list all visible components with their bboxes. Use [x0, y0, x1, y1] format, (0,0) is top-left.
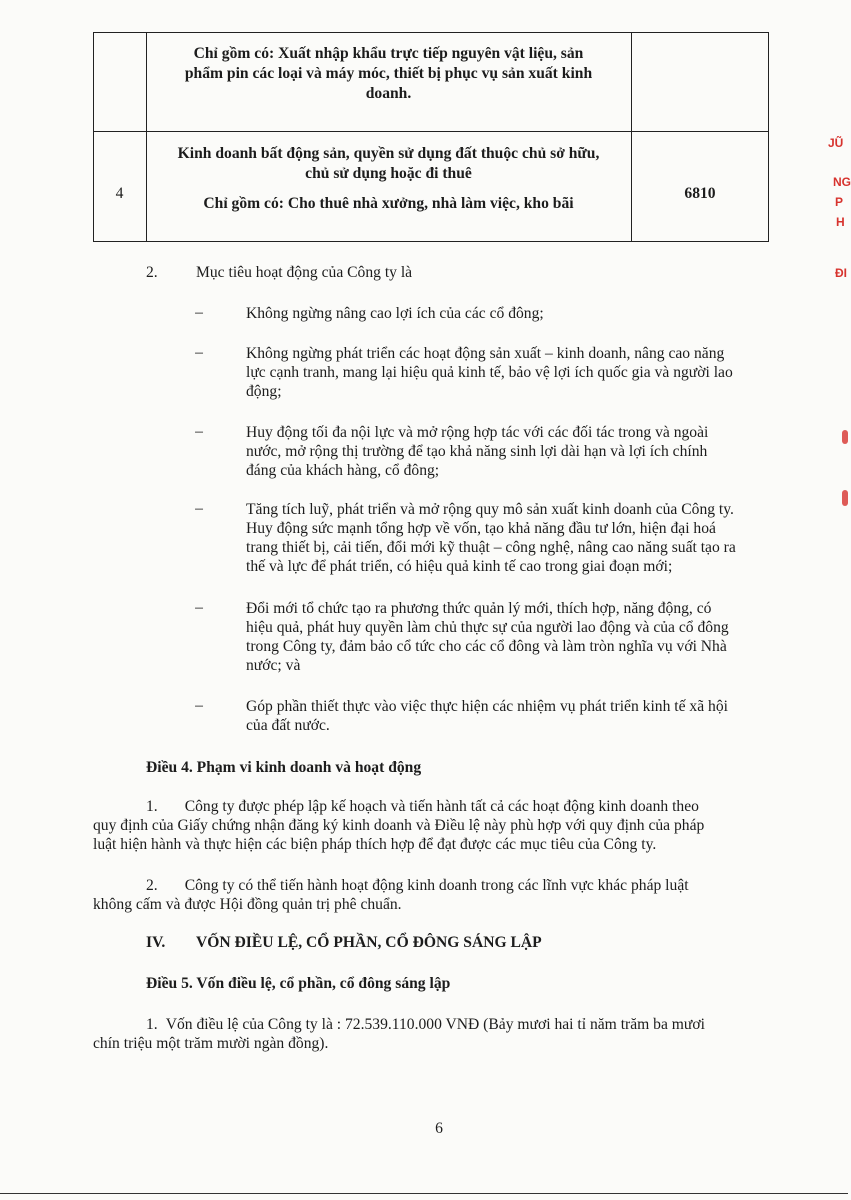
objective-line: hiệu quả, phát huy quyền làm chủ thực sự của người lao động và của cổ đông	[246, 619, 729, 636]
objective-line: động;	[246, 383, 282, 400]
objective-item	[246, 344, 733, 401]
clause-heading: Mục tiêu hoạt động của Công ty là	[196, 264, 413, 281]
table-col-divider-index	[146, 32, 147, 242]
clause-first-line	[93, 797, 769, 816]
clause-number: 2.	[146, 264, 158, 281]
objective-item	[246, 599, 729, 675]
objective-line: trong Công ty, đảm bảo cổ tức cho các cổ đông và làm tròn nghĩa vụ với Nhà	[246, 638, 727, 655]
page-number: 6	[435, 1120, 443, 1137]
table-row-code: 6810	[684, 185, 716, 202]
stamp-fragment: JŨ	[828, 136, 844, 150]
table-row-title	[150, 144, 627, 184]
clause-text: Công ty được phép lập kế hoạch và tiến hành tất cả các hoạt động kinh doanh theo	[184, 798, 699, 815]
clause-number: 1.	[146, 1016, 158, 1033]
objective-line: lực cạnh tranh, mang lại hiệu quả kinh tế, bảo vệ lợi ích quốc gia và người lao	[246, 364, 733, 381]
table-col-divider-code	[631, 32, 632, 242]
objective-line: Không ngừng nâng cao lợi ích của các cổ đông;	[246, 305, 544, 322]
objective-line: Góp phần thiết thực vào việc thực hiện các nhiệm vụ phát triển kinh tế xã hội	[246, 698, 728, 715]
clause-text: Công ty có thể tiến hành hoạt động kinh doanh trong các lĩnh vực khác pháp luật	[184, 877, 689, 894]
objective-line: Đổi mới tổ chức tạo ra phương thức quản lý mới, thích hợp, năng động, có	[246, 600, 712, 617]
stamp-fragment: NG	[833, 175, 851, 189]
stamp-fragment: H	[836, 215, 845, 229]
article-title: Điều 4. Phạm vi kinh doanh và hoạt động	[146, 759, 422, 776]
clause-line: chín triệu một trăm mười ngàn đồng).	[93, 1035, 329, 1052]
table-cell-line: Kinh doanh bất động sản, quyền sử dụng đất thuộc chủ sở hữu,	[177, 145, 600, 162]
objective-line: của đất nước.	[246, 717, 330, 734]
table-cell-line: phẩm pin các loại và máy móc, thiết bị phục vụ sản xuất kinh	[184, 65, 593, 82]
clause-line: không cấm và được Hội đồng quản trị phê chuẩn.	[93, 896, 402, 913]
bullet-dash: –	[195, 599, 203, 616]
objective-line: nước; và	[246, 657, 301, 674]
table-row-detail: Chỉ gồm có: Cho thuê nhà xưởng, nhà làm việc, kho bãi	[203, 195, 574, 212]
objective-line: nước, mở rộng thị trường để tạo khả năng sinh lợi dài hạn và lợi ích chính	[246, 443, 708, 460]
table-cell-line: doanh.	[365, 85, 412, 102]
stamp-fragment: P	[835, 195, 844, 209]
clause-first-line	[93, 1015, 769, 1034]
table-row-divider	[93, 131, 769, 132]
objective-item	[246, 423, 708, 480]
objective-item	[246, 697, 728, 735]
stamp-mark	[842, 430, 848, 444]
section-title: VỐN ĐIỀU LỆ, CỔ PHẦN, CỔ ĐÔNG SÁNG LẬP	[196, 934, 542, 951]
table-row-index: 4	[115, 185, 124, 202]
objective-line: trang thiết bị, cải tiến, đổi mới kỹ thuật – công nghệ, nâng cao năng suất tạo ra	[246, 539, 736, 556]
objective-line: Huy động tối đa nội lực và mở rộng hợp tác với các đối tác trong và ngoài	[246, 424, 709, 441]
article-clause	[93, 797, 769, 854]
bullet-dash: –	[195, 697, 203, 714]
objective-line: Không ngừng phát triển các hoạt động sản xuất – kinh doanh, nâng cao năng	[246, 345, 725, 362]
objective-line: Tăng tích luỹ, phát triển và mở rộng quy mô sản xuất kinh doanh của Công ty.	[246, 501, 734, 518]
clause-text: Vốn điều lệ của Công ty là : 72.539.110.000 VNĐ (Bảy mươi hai tỉ năm trăm ba mươi	[165, 1016, 705, 1033]
objective-line: Huy động sức mạnh tổng hợp về vốn, tạo khả năng đầu tư lớn, hiện đại hoá	[246, 520, 716, 537]
clause-line: luật hiện hành và thực hiện các biện pháp thích hợp để đạt được các mục tiêu của Công ty.	[93, 836, 657, 853]
section-number: IV.	[146, 934, 166, 951]
stamp-fragment: ĐI	[835, 266, 847, 280]
page-bottom-edge	[0, 1193, 848, 1194]
bullet-dash: –	[195, 304, 203, 321]
bullet-dash: –	[195, 423, 203, 440]
bullet-dash: –	[195, 344, 203, 361]
clause-number: 2.	[146, 877, 158, 894]
clause-number: 1.	[146, 798, 158, 815]
clause-first-line	[93, 876, 769, 895]
clause-line: quy định của Giấy chứng nhận đăng ký kinh doanh và Điều lệ này phù hợp với quy định của pháp	[93, 817, 705, 834]
table-row-content	[150, 44, 627, 104]
article-clause	[93, 1015, 769, 1053]
stamp-mark	[842, 490, 848, 506]
objective-line: đáng của khách hàng, cổ đông;	[246, 462, 440, 479]
bullet-dash: –	[195, 500, 203, 517]
article-title: Điều 5. Vốn điều lệ, cổ phần, cổ đông sáng lập	[146, 975, 451, 992]
objective-line: thế và lực để phát triển, có hiệu quả kinh tế cao trong giai đoạn mới;	[246, 558, 673, 575]
article-clause	[93, 876, 769, 914]
table-cell-line: chủ sử dụng hoặc đi thuê	[305, 165, 472, 182]
table-cell-line: Chỉ gồm có: Xuất nhập khẩu trực tiếp nguyên vật liệu, sản	[193, 45, 584, 62]
objective-item	[246, 304, 544, 323]
objective-item	[246, 500, 736, 576]
